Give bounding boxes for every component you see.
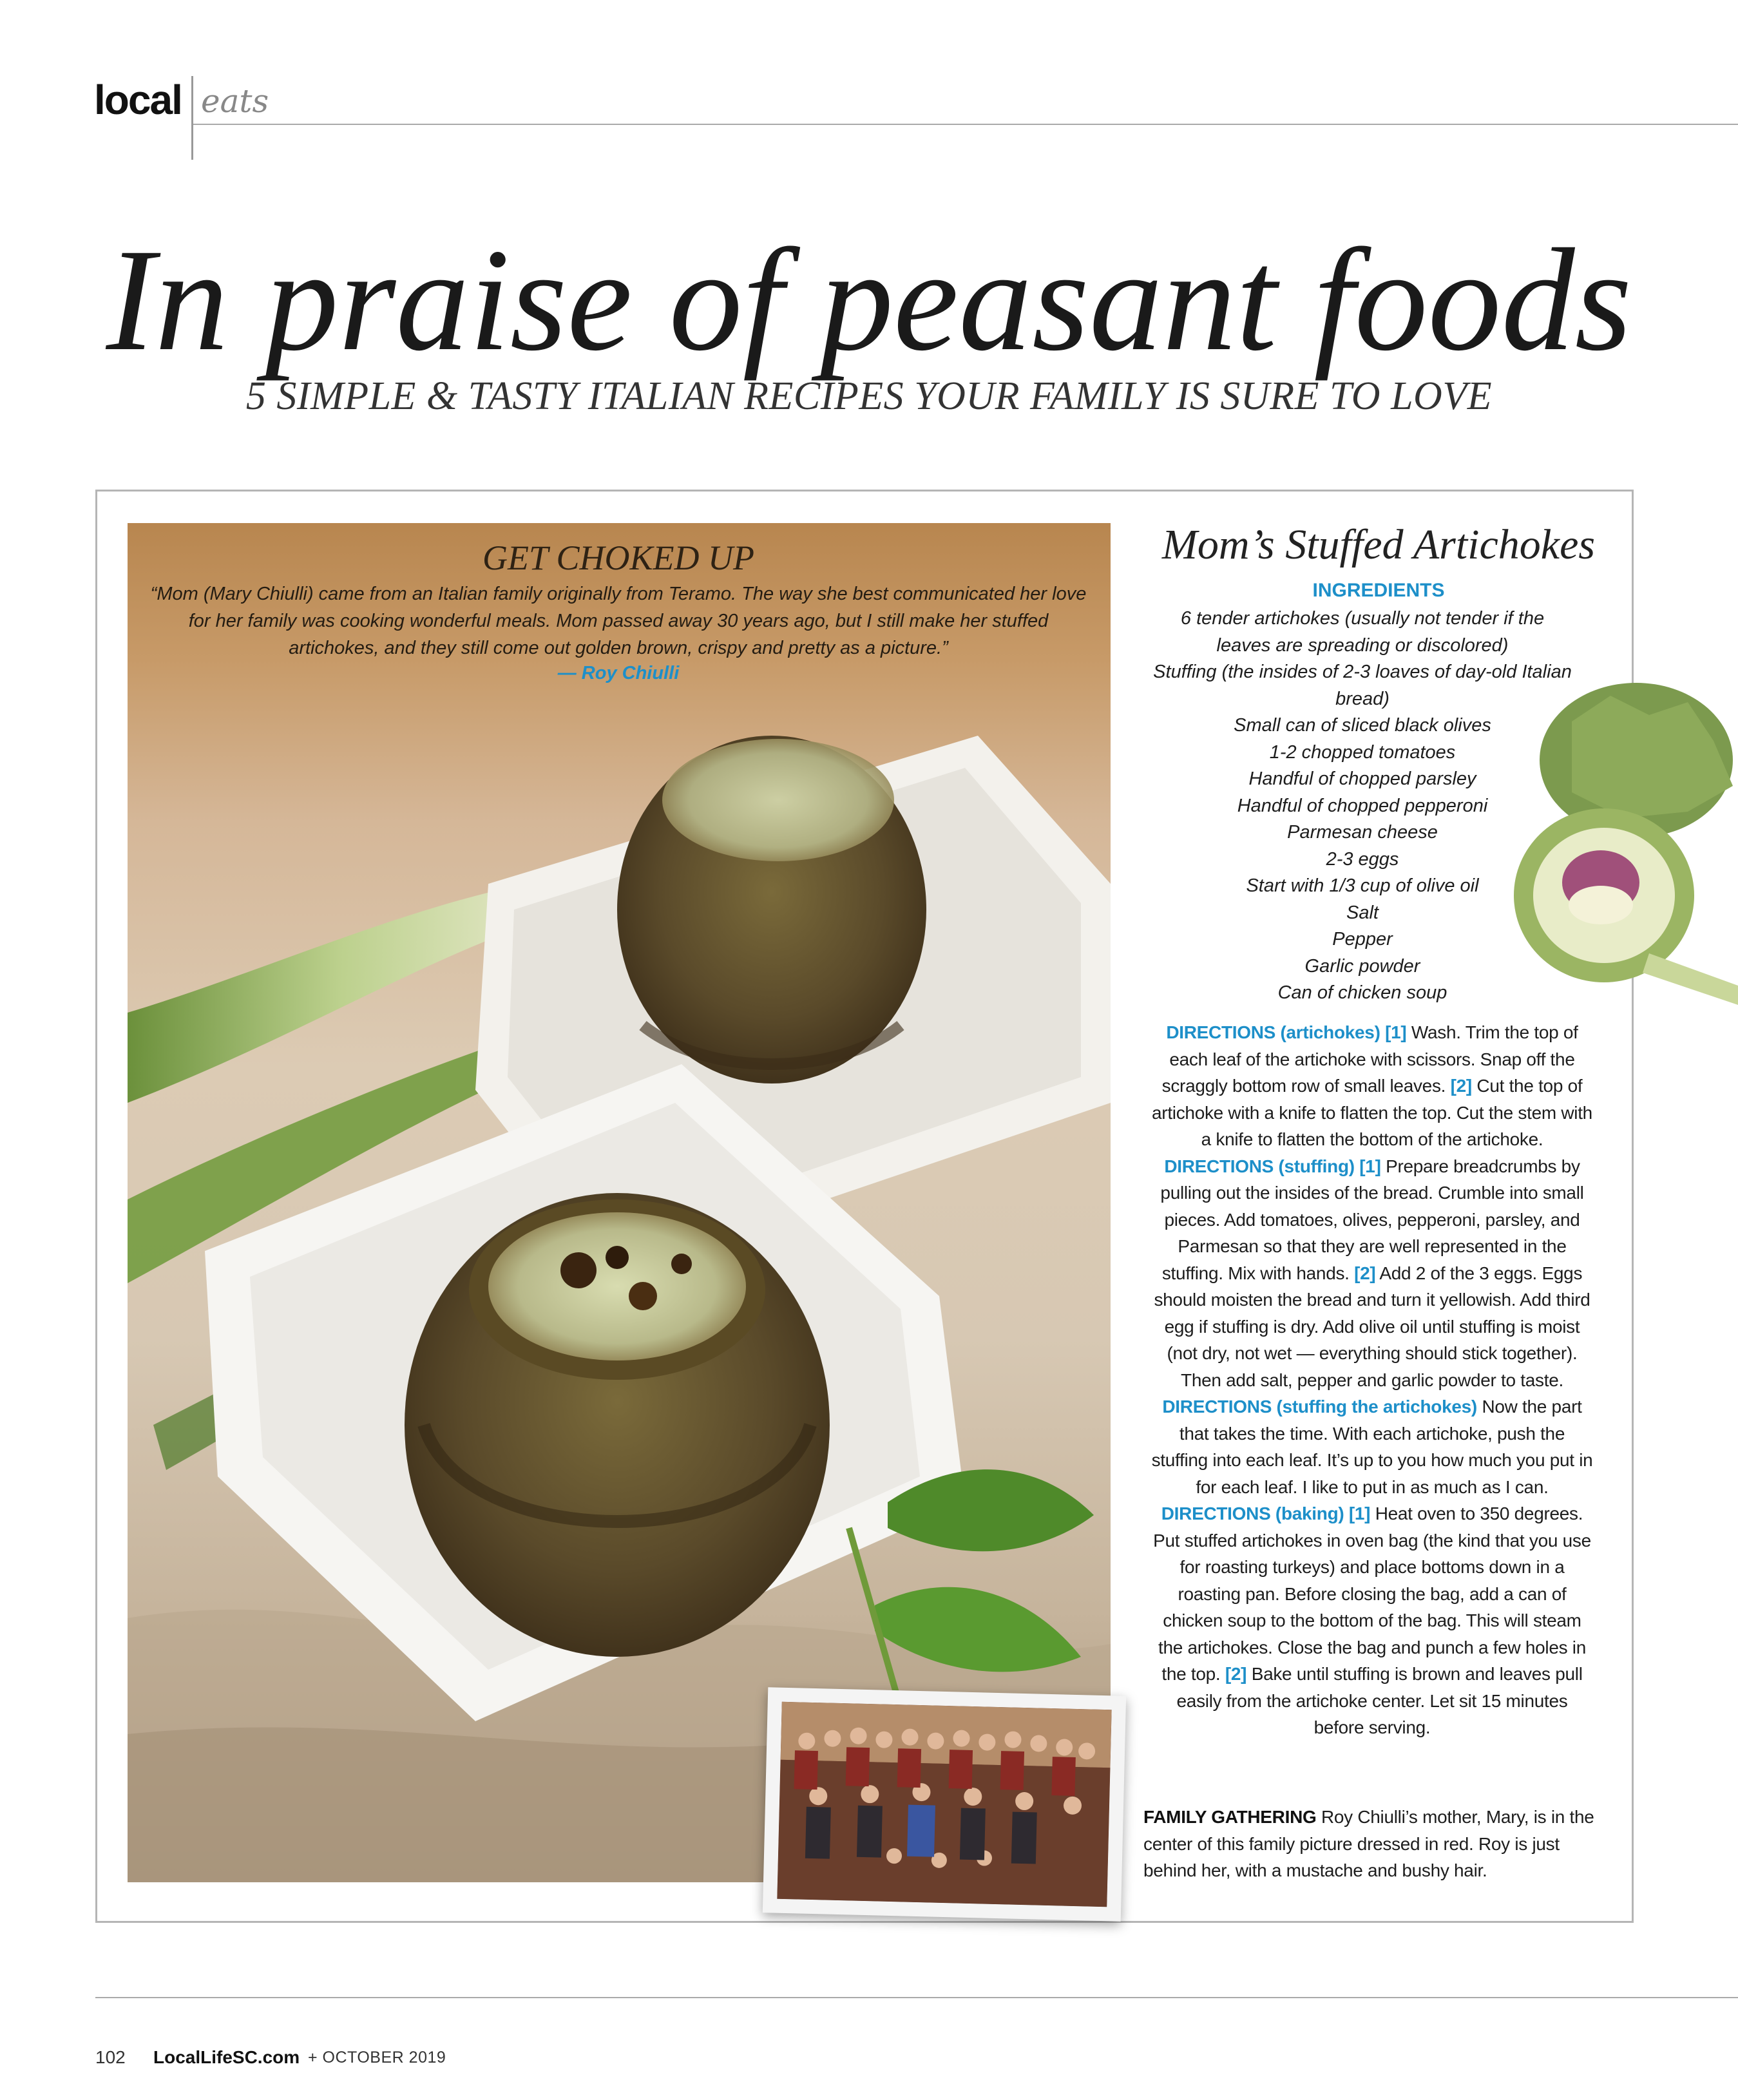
directions-stuffing-label: DIRECTIONS (stuffing): [1164, 1156, 1355, 1176]
ingredient-item: Stuffing (the insides of 2-3 loaves of day-old Italian bread): [1153, 662, 1572, 709]
step-tag: [2]: [1225, 1664, 1247, 1684]
ingredient-item: Start with 1/3 cup of olive oil: [1246, 875, 1479, 896]
directions-baking-label: DIRECTIONS (baking): [1161, 1503, 1344, 1523]
subsection-label: eats: [201, 82, 269, 120]
step-tag: [1]: [1385, 1022, 1407, 1042]
header-rule: [193, 124, 1738, 125]
caption-text: Roy Chiulli’s mother, Mary, is in the center of this family picture dressed in red. Roy is just behind her, with a mustache and bushy hair.: [1143, 1807, 1594, 1880]
recipe-title: Mom’s Stuffed Artichokes: [1161, 521, 1596, 568]
ingredient-item: Can of chicken soup: [1277, 982, 1447, 1003]
ingredients-list: [1140, 606, 1585, 1007]
family-photo-image: [777, 1702, 1111, 1907]
photo-illustration: [128, 523, 1111, 1882]
family-photo-illustration: [777, 1702, 1111, 1907]
ingredient-item: 2-3 eggs: [1326, 848, 1399, 870]
step-tag: [1]: [1359, 1156, 1381, 1176]
page-number: 102: [95, 2047, 126, 2067]
directions-text: [1150, 1019, 1594, 1741]
directions-stuff-label: DIRECTIONS (stuffing the artichokes): [1162, 1397, 1477, 1417]
section-label: local: [94, 77, 182, 123]
site-link[interactable]: LocalLifeSC.com: [153, 2047, 300, 2067]
issue-date: + OCTOBER 2019: [308, 2048, 446, 2067]
step-text: Wash. Trim the top of each leaf of the artichoke with scissors. Snap off the scraggly bottom row of small leaves.: [1161, 1022, 1578, 1096]
ingredient-item: Pepper: [1332, 929, 1393, 950]
directions-artichokes-label: DIRECTIONS (artichokes): [1166, 1022, 1380, 1042]
step-text: Heat oven to 350 degrees. Put stuffed artichokes in oven bag (the kind that you use for roasting turkeys) and place bottoms down in a roasting pan. Before closing the bag, add a can of chicken soup to the bottom of the bag. This will steam the artichokes. Close the bag and punch a few holes in the top.: [1153, 1503, 1591, 1684]
article-title: In praise of peasant foods: [106, 219, 1632, 381]
ingredients-heading: INGREDIENTS: [1312, 580, 1445, 601]
ingredient-item: Handful of chopped parsley: [1248, 768, 1476, 789]
ingredient-item: Small can of sliced black olives: [1234, 715, 1491, 736]
pull-quote: [148, 538, 1089, 684]
ingredient-item: Garlic powder: [1304, 955, 1420, 977]
caption-label: FAMILY GATHERING: [1143, 1807, 1317, 1827]
quote-author: — Roy Chiulli: [557, 663, 680, 683]
ingredient-item: 6 tender artichokes (usually not tender if the leaves are spreading or discolored): [1180, 608, 1545, 656]
ingredient-item: Parmesan cheese: [1287, 822, 1438, 843]
step-text: Prepare breadcrumbs by pulling out the insides of the bread. Crumble into small pieces. Add tomatoes, olives, pepperoni, parsley, and Parmesan so that they are well represented in the stuffing. Mix with hands.: [1160, 1156, 1584, 1283]
article-subtitle: 5 SIMPLE & TASTY ITALIAN RECIPES YOUR FAMILY IS SURE TO LOVE: [245, 374, 1493, 418]
step-text: Bake until stuffing is brown and leaves pull easily from the artichoke center. Let sit 15 minutes before serving.: [1176, 1664, 1583, 1737]
step-tag: [2]: [1450, 1076, 1472, 1096]
footer-rule: [95, 1997, 1738, 1998]
quote-text: “Mom (Mary Chiulli) came from an Italian family originally from Teramo. The way she best communicated her love for her family was cooking wonderful meals. Mom passed away 30 years ago, but I still make her stuffed artichokes, and they still come out golden brown, crispy and pretty as a picture.”: [150, 584, 1087, 658]
ingredient-item: 1-2 chopped tomatoes: [1269, 741, 1456, 763]
step-tag: [1]: [1348, 1503, 1371, 1523]
step-tag: [2]: [1354, 1263, 1376, 1283]
ingredient-item: Salt: [1346, 902, 1379, 923]
step-text: Now the part that takes the time. With each artichoke, push the stuffing into each leaf. It’s up to you how much you put in for each leaf. I like to put in as much as I can.: [1151, 1397, 1593, 1497]
stuffed-artichokes-photo: [128, 523, 1111, 1882]
ingredient-item: Handful of chopped pepperoni: [1237, 795, 1488, 816]
quote-heading: GET CHOKED UP: [482, 539, 755, 577]
photo-caption: [1143, 1804, 1594, 1884]
step-text: Cut the top of artichoke with a knife to flatten the top. Cut the stem with a knife to flatten the bottom of the artichoke.: [1152, 1076, 1592, 1149]
family-photo: [763, 1687, 1126, 1921]
step-text: Add 2 of the 3 eggs. Eggs should moisten the bread and turn it yellowish. Add third egg if stuffing is dry. Add olive oil until stuffing is moist (not dry, not wet — everything should stick together). Then add salt, pepper and garlic powder to taste.: [1154, 1263, 1590, 1390]
header-separator: [191, 76, 193, 160]
